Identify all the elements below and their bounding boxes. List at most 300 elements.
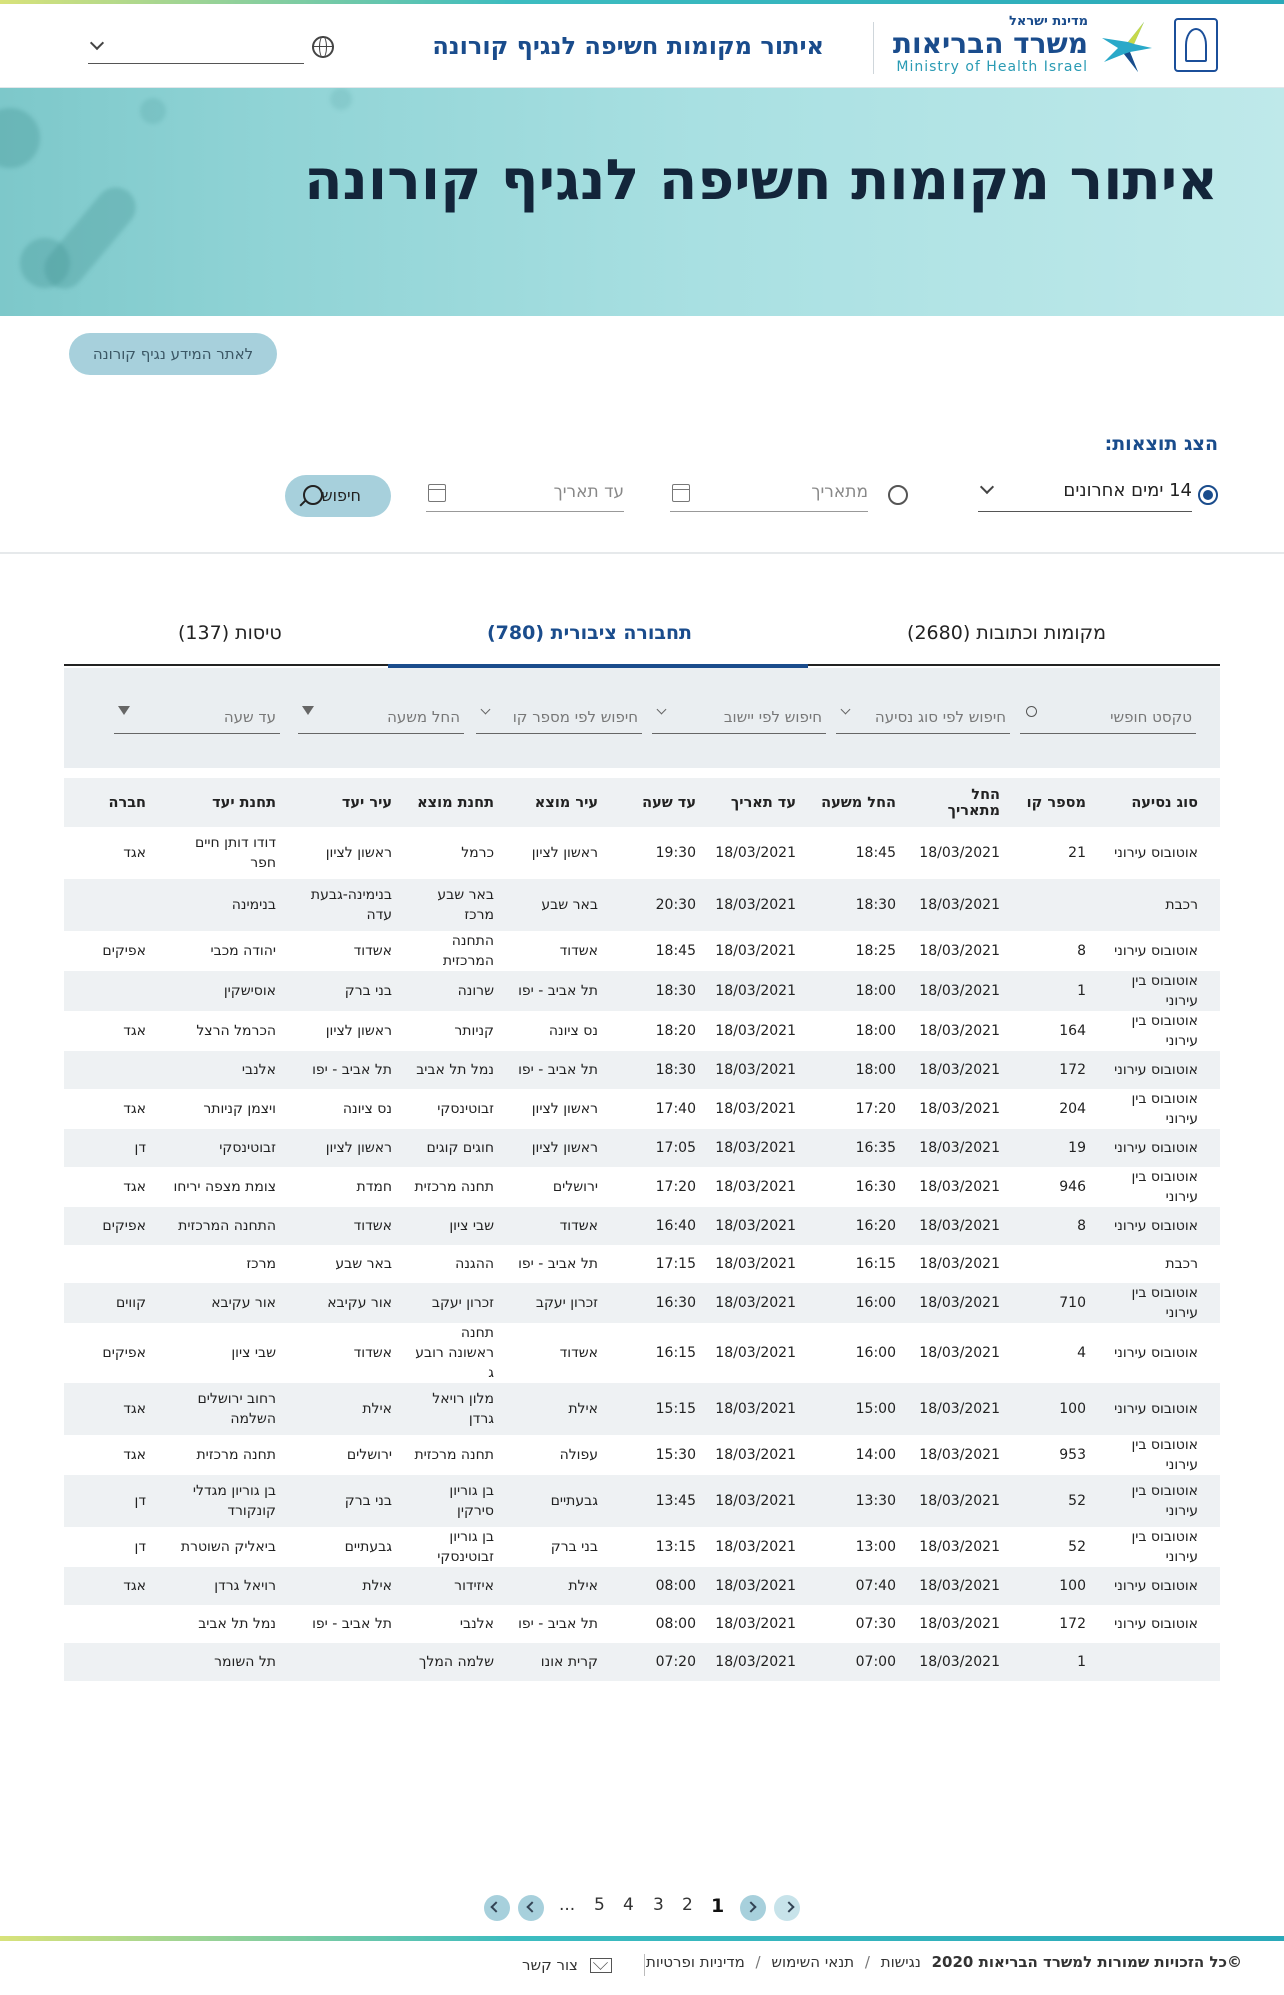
table-cell: נמל תל אביב xyxy=(414,1051,516,1089)
table-cell: 8 xyxy=(1022,1207,1108,1245)
table-cell: 16:15 xyxy=(855,1256,896,1272)
column-header: תחנת מוצא xyxy=(414,778,516,827)
calendar-icon[interactable] xyxy=(428,484,446,502)
table-cell: 18/03/2021 xyxy=(718,1475,818,1527)
filter-icon xyxy=(118,706,130,715)
table-cell: 18:45 xyxy=(655,943,696,959)
table-row[interactable] xyxy=(64,1643,1220,1681)
table-cell xyxy=(64,1605,168,1643)
table-cell: אלנבי xyxy=(168,1051,298,1089)
table-cell: אגד xyxy=(123,1179,146,1195)
table-cell: 18/03/2021 xyxy=(919,1539,1000,1555)
ride-type-filter[interactable] xyxy=(836,698,1010,734)
days-range-value: 14 ימים אחרונים xyxy=(1063,480,1192,501)
table-cell: 18:45 xyxy=(855,845,896,861)
table-cell: אוטובוס עירוני xyxy=(1108,1567,1220,1605)
table-cell: אלנבי xyxy=(459,1616,494,1632)
table-cell: 14:00 xyxy=(855,1447,896,1463)
table-cell: 18/03/2021 xyxy=(718,1051,818,1089)
table-cell: בן גוריון מגדלי קונקורד xyxy=(168,1475,298,1527)
chevron-down-icon xyxy=(980,480,994,494)
table-cell: 8 xyxy=(1077,943,1086,959)
table-cell: 13:45 xyxy=(620,1475,718,1527)
table-cell: אוטובוס בין עירוני xyxy=(1131,1091,1198,1127)
table-cell: אפיקים xyxy=(64,1207,168,1245)
table-cell: 16:00 xyxy=(855,1345,896,1361)
table-cell: 18/03/2021 xyxy=(918,1051,1022,1089)
free-text-input[interactable] xyxy=(1020,698,1196,734)
table-cell: שרונה xyxy=(414,971,516,1011)
column-header: עד שעה xyxy=(620,778,718,827)
language-select[interactable] xyxy=(88,32,304,64)
radio-last-14-days[interactable] xyxy=(1198,485,1218,505)
table-cell: קרית אונו xyxy=(516,1643,620,1681)
from-date-placeholder: מתאריך xyxy=(811,482,868,502)
table-cell: שבי ציון xyxy=(414,1207,516,1245)
table-cell: 07:30 xyxy=(855,1616,896,1632)
table-cell: אילת xyxy=(516,1567,620,1605)
table-row[interactable] xyxy=(64,1567,1220,1605)
table-cell: שלמה המלך xyxy=(414,1643,516,1681)
moh-english-name: Ministry of Health Israel xyxy=(896,59,1088,75)
table-cell: רכבת xyxy=(1108,879,1220,931)
table-cell: אשדוד xyxy=(353,943,392,959)
footer-link-terms[interactable]: תנאי השימוש xyxy=(771,1953,855,1971)
table-cell: 18/03/2021 xyxy=(918,1475,1022,1527)
chevron-down-icon xyxy=(90,36,104,50)
table-cell: אילת xyxy=(298,1567,414,1605)
table-cell: 100 xyxy=(1022,1383,1108,1435)
table-cell: אגד xyxy=(123,1447,146,1463)
footer-link-privacy[interactable]: מדיניות ופרטיות xyxy=(646,1953,745,1971)
table-cell: 13:30 xyxy=(818,1475,918,1527)
moh-name: משרד הבריאות xyxy=(892,27,1088,60)
table-cell: באר שבע xyxy=(335,1256,392,1272)
radio-date-range[interactable] xyxy=(888,485,908,505)
table-cell: זבוטינסקי xyxy=(168,1129,298,1167)
table-cell: 18/03/2021 xyxy=(919,1616,1000,1632)
table-row[interactable] xyxy=(64,1527,1220,1567)
table-cell: 16:00 xyxy=(818,1283,918,1323)
calendar-icon[interactable] xyxy=(672,484,690,502)
table-cell: ראשון לציון xyxy=(531,845,598,861)
table-cell: אגד xyxy=(64,1567,168,1605)
table-cell: 07:00 xyxy=(818,1643,918,1681)
table-cell: 164 xyxy=(1059,1023,1086,1039)
virus-decoration-icon xyxy=(0,108,40,168)
table-cell: 18/03/2021 xyxy=(919,1345,1000,1361)
table-cell: 18/03/2021 xyxy=(715,1101,796,1117)
table-cell: אגד xyxy=(123,1023,146,1039)
line-number-filter[interactable] xyxy=(476,698,642,734)
table-cell: ירושלים xyxy=(552,1179,598,1195)
table-cell: מלון רויאל גרדן xyxy=(414,1383,516,1435)
table-cell: 18/03/2021 xyxy=(918,879,1022,931)
table-row[interactable] xyxy=(64,1435,1220,1475)
table-cell: גבעתיים xyxy=(344,1539,392,1555)
table-row[interactable] xyxy=(64,1383,1220,1435)
table-row[interactable] xyxy=(64,931,1220,971)
table-cell: רחוב ירושלים השלמה xyxy=(168,1383,298,1435)
to-time-filter[interactable] xyxy=(114,698,280,734)
tab-places[interactable]: מקומות וכתובות (2680) xyxy=(907,622,1106,644)
table-cell: 18/03/2021 xyxy=(919,1023,1000,1039)
table-cell xyxy=(64,879,168,931)
table-cell xyxy=(64,1051,168,1089)
table-row[interactable] xyxy=(64,1283,1220,1323)
table-cell: אשדוד xyxy=(298,1207,414,1245)
table-cell: 18/03/2021 xyxy=(919,1256,1000,1272)
table-cell: בני ברק xyxy=(298,971,414,1011)
table-cell: תל אביב - יפו xyxy=(312,1616,392,1632)
table-cell: תל אביב - יפו xyxy=(518,1256,598,1272)
table-row[interactable] xyxy=(64,1475,1220,1527)
table-cell: ירושלים xyxy=(346,1447,392,1463)
state-emblem-icon xyxy=(1174,18,1218,72)
table-cell: התחנה המרכזית xyxy=(168,1207,298,1245)
table-cell: ראשון לציון xyxy=(298,1129,414,1167)
double-chevron-right-icon xyxy=(783,1901,794,1912)
table-cell: 13:00 xyxy=(855,1539,896,1555)
page-2[interactable]: 2 xyxy=(682,1895,693,1915)
page-5[interactable]: 5 xyxy=(594,1895,605,1915)
table-cell: אור עקיבא xyxy=(168,1283,298,1323)
table-cell: אפיקים xyxy=(102,943,146,959)
table-cell: רויאל גרדן xyxy=(168,1567,298,1605)
pagination xyxy=(0,1893,1284,1921)
table-cell: זכרון יעקב xyxy=(414,1283,516,1323)
last-page-button[interactable] xyxy=(484,1895,510,1921)
table-cell: תל אביב - יפו xyxy=(518,1616,598,1632)
table-cell: 16:30 xyxy=(855,1179,896,1195)
table-cell: חמדת xyxy=(356,1179,392,1195)
column-header: החל משעה xyxy=(818,778,918,827)
table-row[interactable] xyxy=(64,1605,1220,1643)
virus-decoration-icon xyxy=(140,98,166,124)
table-cell: 18/03/2021 xyxy=(718,879,818,931)
table-row[interactable] xyxy=(64,1011,1220,1051)
table-row[interactable] xyxy=(64,1207,1220,1245)
table-cell: תחנה מרכזית xyxy=(414,1179,494,1195)
table-header-row xyxy=(64,778,1220,827)
table-cell: אפיקים xyxy=(102,1345,146,1361)
table-cell: בני ברק xyxy=(298,1475,414,1527)
table-cell: גבעתיים xyxy=(516,1475,620,1527)
table-cell: 946 xyxy=(1059,1179,1086,1195)
table-cell: 18:30 xyxy=(620,971,718,1011)
table-row[interactable] xyxy=(64,1089,1220,1129)
table-cell: 15:00 xyxy=(818,1383,918,1435)
table-cell: ראשון לציון xyxy=(325,845,392,861)
page-title: איתור מקומות חשיפה לנגיף קורונה xyxy=(304,148,1218,213)
table-cell xyxy=(64,971,168,1011)
table-cell: 18/03/2021 xyxy=(715,845,796,861)
from-time-filter[interactable] xyxy=(298,698,464,734)
table-cell: ראשון לציון xyxy=(516,1129,620,1167)
table-cell xyxy=(1022,879,1108,931)
table-cell: 18/03/2021 xyxy=(919,1179,1000,1195)
table-row[interactable] xyxy=(64,1051,1220,1089)
virus-decoration-icon xyxy=(36,179,144,297)
search-icon xyxy=(1026,706,1037,717)
table-cell: 18:20 xyxy=(655,1023,696,1039)
contact-link[interactable]: צור קשר xyxy=(522,1956,578,1974)
table-cell xyxy=(1022,1245,1108,1283)
chevron-down-icon xyxy=(481,705,491,715)
table-cell: 16:20 xyxy=(818,1207,918,1245)
site-header xyxy=(0,4,1284,88)
table-cell: 18:00 xyxy=(818,971,918,1011)
table-cell: ההגנה xyxy=(455,1256,494,1272)
table-cell: 19 xyxy=(1022,1129,1108,1167)
table-cell: 18:30 xyxy=(818,879,918,931)
table-cell xyxy=(64,1643,168,1681)
footer-divider xyxy=(644,1954,645,1976)
table-cell: 1 xyxy=(1022,971,1108,1011)
ride-type-placeholder: חיפוש לפי סוג נסיעה xyxy=(874,708,1006,726)
free-text-placeholder: טקסט חופשי xyxy=(1110,708,1192,726)
table-cell: כרמל xyxy=(461,845,494,861)
moh-state-label: מדינת ישראל xyxy=(1008,14,1088,29)
table-row[interactable] xyxy=(64,879,1220,931)
tab-flights[interactable]: טיסות (137) xyxy=(178,622,282,644)
table-cell: 18/03/2021 xyxy=(918,1207,1022,1245)
table-cell: 18/03/2021 xyxy=(718,971,818,1011)
column-header: עיר יעד xyxy=(298,778,414,827)
table-row[interactable] xyxy=(64,827,1220,879)
table-body xyxy=(64,827,1220,1681)
tab-public-transport[interactable]: תחבורה ציבורית (780) xyxy=(486,622,692,644)
to-date-field[interactable] xyxy=(426,476,624,512)
header-divider xyxy=(873,22,874,74)
table-cell: קווים xyxy=(64,1283,168,1323)
search-button[interactable] xyxy=(285,475,391,517)
table-cell: אילת xyxy=(516,1383,620,1435)
table-cell: תל אביב - יפו xyxy=(516,1051,620,1089)
table-cell: 07:40 xyxy=(818,1567,918,1605)
corona-info-site-button[interactable]: לאתר המידע נגיף קורונה xyxy=(69,333,277,375)
table-cell: אוטובוס עירוני xyxy=(1114,845,1198,861)
table-cell: אשדוד xyxy=(516,1207,620,1245)
table-row[interactable] xyxy=(64,1245,1220,1283)
prev-page-button[interactable] xyxy=(740,1895,766,1921)
table-cell: 18:25 xyxy=(855,943,896,959)
table-cell: ראשון לציון xyxy=(531,1101,598,1117)
table-cell: 18/03/2021 xyxy=(918,1383,1022,1435)
table-cell: נס ציונה xyxy=(342,1101,392,1117)
chevron-left-icon xyxy=(526,1901,537,1912)
table-cell: אוטובוס בין עירוני xyxy=(1108,1283,1220,1323)
days-range-select[interactable] xyxy=(978,472,1192,512)
table-cell: 18/03/2021 xyxy=(715,1179,796,1195)
first-page-button[interactable] xyxy=(774,1895,800,1921)
moh-logo-text[interactable] xyxy=(893,14,1088,75)
table-cell: אוטובוס בין עירוני xyxy=(1131,1013,1198,1049)
table-cell: אוטובוס עירוני xyxy=(1108,1129,1220,1167)
table-cell: דודו דותן חיים חפר xyxy=(195,835,276,871)
table-row[interactable] xyxy=(64,1129,1220,1167)
table-cell: אוטובוס בין עירוני xyxy=(1108,971,1220,1011)
table-cell: 18:00 xyxy=(855,1023,896,1039)
column-filters xyxy=(64,668,1220,768)
globe-icon xyxy=(312,36,334,58)
table-cell: 52 xyxy=(1022,1475,1108,1527)
table-cell: אשדוד xyxy=(353,1345,392,1361)
table-row[interactable] xyxy=(64,1167,1220,1207)
search-button-label: חיפוש xyxy=(321,486,361,505)
table-cell: 16:35 xyxy=(818,1129,918,1167)
table-cell: שבי ציון xyxy=(231,1345,276,1361)
table-cell: 953 xyxy=(1059,1447,1086,1463)
table-cell: זכרון יעקב xyxy=(516,1283,620,1323)
table-cell: רכבת xyxy=(1165,1256,1198,1272)
city-filter[interactable] xyxy=(652,698,826,734)
table-cell: 16:30 xyxy=(620,1283,718,1323)
table-cell: 172 xyxy=(1059,1616,1086,1632)
table-cell: ראשון לציון xyxy=(325,1023,392,1039)
table-cell: בן גוריון סירקין xyxy=(414,1475,516,1527)
mail-icon[interactable] xyxy=(590,1958,612,1973)
table-cell: 15:15 xyxy=(620,1383,718,1435)
table-cell: 18/03/2021 xyxy=(715,1345,796,1361)
table-cell: 18/03/2021 xyxy=(718,1207,818,1245)
table-cell: אוטובוס עירוני xyxy=(1114,1345,1198,1361)
page-3[interactable]: 3 xyxy=(653,1895,664,1915)
table-cell: 18/03/2021 xyxy=(718,1567,818,1605)
column-header: החל מתאריך xyxy=(918,778,1022,827)
table-cell: אוטובוס עירוני xyxy=(1108,1383,1220,1435)
table-cell: 08:00 xyxy=(655,1616,696,1632)
transport-table xyxy=(64,778,1220,1681)
footer-link-accessibility[interactable]: נגישות xyxy=(880,1953,921,1971)
table-cell: 18/03/2021 xyxy=(715,1256,796,1272)
city-placeholder: חיפוש לפי יישוב xyxy=(723,708,822,726)
table-cell: 52 xyxy=(1068,1539,1086,1555)
table-cell: אגד xyxy=(123,1101,146,1117)
page-4[interactable]: 4 xyxy=(623,1895,634,1915)
chevron-down-icon xyxy=(841,705,851,715)
column-header: סוג נסיעה xyxy=(1108,778,1220,827)
chevron-down-icon xyxy=(657,705,667,715)
table-cell: דן xyxy=(134,1539,146,1555)
moh-logo-icon xyxy=(1098,18,1154,74)
table-cell: אוסישקין xyxy=(168,971,298,1011)
table-cell: אוטובוס בין עירוני xyxy=(1131,1437,1198,1473)
table-cell: 17:40 xyxy=(655,1101,696,1117)
show-results-label: הצג תוצאות: xyxy=(1104,433,1218,455)
table-cell: אשדוד xyxy=(559,943,598,959)
table-cell: איזידור xyxy=(414,1567,516,1605)
table-cell: 18/03/2021 xyxy=(918,1567,1022,1605)
table-row[interactable] xyxy=(64,971,1220,1011)
table-cell: 710 xyxy=(1022,1283,1108,1323)
table-cell: אוטובוס עירוני xyxy=(1108,1051,1220,1089)
table-cell: 18/03/2021 xyxy=(715,1447,796,1463)
table-cell: נמל תל אביב xyxy=(198,1616,276,1632)
table-cell: בנימינה-גבעת עדה xyxy=(298,879,414,931)
column-header: עד תאריך xyxy=(718,778,818,827)
table-cell: 18/03/2021 xyxy=(919,1101,1000,1117)
table-cell: אילת xyxy=(298,1383,414,1435)
column-header: עיר מוצא xyxy=(516,778,620,827)
table-cell: צומת מצפה יריחו xyxy=(173,1179,276,1195)
table-cell: בני ברק xyxy=(550,1539,598,1555)
to-time-placeholder: עד שעה xyxy=(223,708,276,726)
table-cell: 18/03/2021 xyxy=(718,1383,818,1435)
column-header: חברה xyxy=(64,778,168,827)
table-cell: 18/03/2021 xyxy=(919,1447,1000,1463)
table-cell: 18:30 xyxy=(620,1051,718,1089)
table-cell: יהודה מכבי xyxy=(210,943,276,959)
table-cell: אגד xyxy=(123,845,146,861)
table-cell: אשדוד xyxy=(559,1345,598,1361)
table-cell: עפולה xyxy=(559,1447,598,1463)
table-cell: 18/03/2021 xyxy=(715,1616,796,1632)
table-cell: אוטובוס בין עירוני xyxy=(1131,1529,1198,1565)
table-cell: 18/03/2021 xyxy=(715,1023,796,1039)
table-cell: 1 xyxy=(1022,1643,1108,1681)
table-cell: 18/03/2021 xyxy=(919,943,1000,959)
table-cell: חוגים קוגים xyxy=(414,1129,516,1167)
from-date-field[interactable] xyxy=(670,476,868,512)
table-cell: קניותר xyxy=(454,1023,494,1039)
table-cell: באר שבע מרכז xyxy=(414,879,516,931)
table-cell: 100 xyxy=(1022,1567,1108,1605)
header-title: איתור מקומות חשיפה לנגיף קורונה xyxy=(432,32,824,60)
virus-decoration-icon xyxy=(330,88,352,110)
table-cell: 18/03/2021 xyxy=(718,1283,818,1323)
table-cell: תחנה ראשונה רובע ג xyxy=(415,1325,494,1381)
column-header: תחנת יעד xyxy=(168,778,298,827)
line-number-placeholder: חיפוש לפי מספר קו xyxy=(512,708,638,726)
table-cell: אוטובוס עירוני xyxy=(1108,1207,1220,1245)
table-cell: מרכז xyxy=(246,1256,276,1272)
table-cell: 08:00 xyxy=(620,1567,718,1605)
table-cell: 19:30 xyxy=(655,845,696,861)
table-cell: אוטובוס עירוני xyxy=(1114,1616,1198,1632)
table-cell: דן xyxy=(64,1475,168,1527)
hero-banner xyxy=(0,88,1284,316)
table-cell: תחנה מרכזית xyxy=(414,1447,494,1463)
copyright: ©כל הזכויות שמורות למשרד הבריאות 2020 xyxy=(931,1953,1242,1971)
table-row[interactable] xyxy=(64,1323,1220,1383)
table-cell: תל אביב - יפו xyxy=(516,971,620,1011)
table-cell: אוטובוס עירוני xyxy=(1114,943,1198,959)
page-1[interactable]: 1 xyxy=(711,1895,725,1917)
table-cell: דן xyxy=(64,1129,168,1167)
table-cell: 16:40 xyxy=(620,1207,718,1245)
table-cell: תל אביב - יפו xyxy=(298,1051,414,1089)
to-date-placeholder: עד תאריך xyxy=(553,482,624,502)
table-cell: 18/03/2021 xyxy=(718,1129,818,1167)
table-cell: 18/03/2021 xyxy=(918,1129,1022,1167)
table-cell: 18/03/2021 xyxy=(918,1283,1022,1323)
footer-accent-line xyxy=(0,1936,1284,1941)
table-cell: אוטובוס בין עירוני xyxy=(1131,1169,1198,1205)
table-cell: 4 xyxy=(1077,1345,1086,1361)
table-cell: 172 xyxy=(1022,1051,1108,1089)
table-cell: ביאליק השוטרת xyxy=(180,1539,276,1555)
next-page-button[interactable] xyxy=(518,1895,544,1921)
table-cell: 18/03/2021 xyxy=(715,943,796,959)
from-time-placeholder: החל משעה xyxy=(387,708,460,726)
table-cell: 18/03/2021 xyxy=(919,845,1000,861)
table-cell: 18/03/2021 xyxy=(715,1539,796,1555)
section-divider xyxy=(0,552,1284,554)
table-cell: תל השומר xyxy=(168,1643,298,1681)
table-cell: זבוטינסקי xyxy=(437,1101,494,1117)
table-cell xyxy=(1108,1643,1220,1681)
